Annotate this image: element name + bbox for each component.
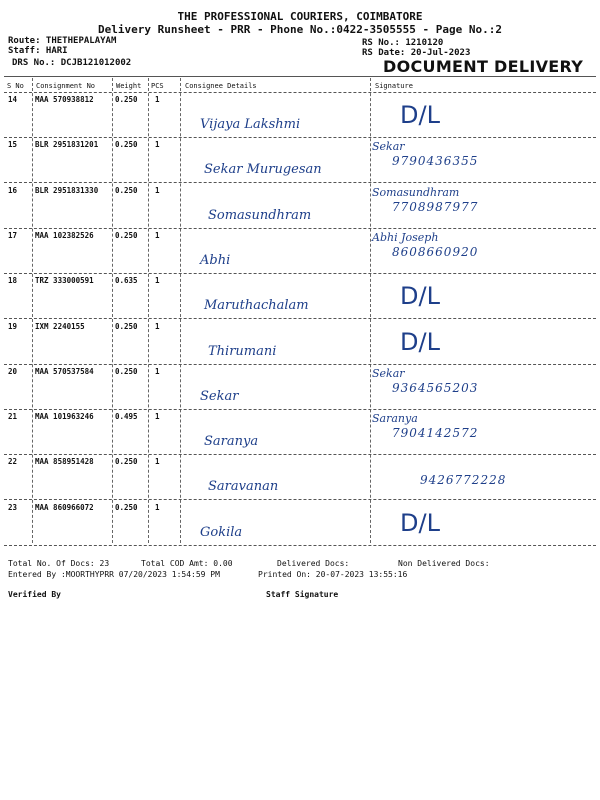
pcs-value: 1 <box>155 322 160 331</box>
row-divider <box>4 228 596 229</box>
signature-handwritten: D/L <box>400 509 440 537</box>
row-sno: 20 <box>8 367 18 376</box>
column-header-consignment: Consignment No <box>36 82 96 90</box>
row-divider <box>4 409 596 410</box>
pcs-value: 1 <box>155 276 160 285</box>
header-divider <box>4 76 596 77</box>
staff-signature-label: Staff Signature <box>266 590 339 599</box>
consignment-number: IXM 2240155 <box>35 322 85 331</box>
weight-value: 0.250 <box>115 231 138 240</box>
signature-handwritten: Abhi Joseph <box>372 231 439 244</box>
column-header-divider <box>4 92 596 93</box>
signature-handwritten: Somasundhram <box>372 186 460 199</box>
staff-label: Staff: HARI <box>8 46 68 56</box>
row-sno: 19 <box>8 322 18 331</box>
signature-handwritten: Saranya <box>372 412 418 425</box>
phone-handwritten: 7904142572 <box>392 426 479 440</box>
row-sno: 23 <box>8 503 18 512</box>
row-divider <box>4 273 596 274</box>
total-docs: Total No. Of Docs: 23 <box>8 559 110 568</box>
table-row <box>0 231 600 274</box>
phone-handwritten: 9790436355 <box>392 154 479 168</box>
row-divider <box>4 182 596 183</box>
pcs-value: 1 <box>155 412 160 421</box>
consignment-number: MAA 102382526 <box>35 231 94 240</box>
row-sno: 16 <box>8 186 18 195</box>
consignment-number: MAA 570537584 <box>35 367 94 376</box>
weight-value: 0.495 <box>115 412 138 421</box>
weight-value: 0.250 <box>115 95 138 104</box>
signature-handwritten: D/L <box>400 328 440 356</box>
pcs-value: 1 <box>155 231 160 240</box>
consignee-handwritten-name: Sekar Murugesan <box>204 162 322 177</box>
rs-number: RS No.: 1210120 <box>362 38 444 48</box>
weight-value: 0.250 <box>115 140 138 149</box>
weight-value: 0.250 <box>115 322 138 331</box>
weight-value: 0.250 <box>115 186 138 195</box>
pcs-value: 1 <box>155 186 160 195</box>
row-divider <box>4 137 596 138</box>
document-delivery-heading: DOCUMENT DELIVERY <box>383 57 584 76</box>
row-sno: 17 <box>8 231 18 240</box>
consignment-number: MAA 860966072 <box>35 503 94 512</box>
pcs-value: 1 <box>155 95 160 104</box>
consignment-number: BLR 2951831330 <box>35 186 99 195</box>
row-divider <box>4 545 596 546</box>
phone-handwritten: 8608660920 <box>392 245 479 259</box>
table-row <box>0 95 600 138</box>
weight-value: 0.635 <box>115 276 138 285</box>
drs-number: DRS No.: DCJB121012002 <box>12 58 132 68</box>
table-row <box>0 140 600 183</box>
pcs-value: 1 <box>155 367 160 376</box>
row-divider <box>4 454 596 455</box>
pcs-value: 1 <box>155 457 160 466</box>
weight-value: 0.250 <box>115 503 138 512</box>
row-divider <box>4 499 596 500</box>
rs-date: RS Date: 20-Jul-2023 <box>362 48 471 58</box>
total-cod: Total COD Amt: 0.00 <box>141 559 233 568</box>
column-header-sno: S No <box>7 82 24 90</box>
non-delivered-docs: Non Delivered Docs: <box>398 559 490 568</box>
printed-on: Printed On: 20-07-2023 13:55:16 <box>258 570 408 579</box>
consignee-handwritten-name: Thirumani <box>208 344 277 359</box>
runsheet-title: Delivery Runsheet - PRR - Phone No.:0422-3505555 - Page No.:2 <box>98 23 502 36</box>
row-divider <box>4 318 596 319</box>
route-label: Route: THETHEPALAYAM <box>8 36 117 46</box>
consignment-number: MAA 570938812 <box>35 95 94 104</box>
consignment-number: BLR 2951831201 <box>35 140 99 149</box>
consignee-handwritten-name: Vijaya Lakshmi <box>200 117 301 132</box>
consignee-handwritten-name: Gokila <box>200 525 243 540</box>
column-header-pcs: PCS <box>151 82 164 90</box>
row-sno: 15 <box>8 140 18 149</box>
weight-value: 0.250 <box>115 367 138 376</box>
row-sno: 22 <box>8 457 18 466</box>
table-row <box>0 457 600 500</box>
barcode <box>240 37 352 67</box>
delivered-docs: Delivered Docs: <box>277 559 350 568</box>
table-row <box>0 367 600 410</box>
consignment-number: MAA 858951428 <box>35 457 94 466</box>
consignee-handwritten-name: Somasundhram <box>208 208 312 223</box>
row-sno: 18 <box>8 276 18 285</box>
consignee-handwritten-name: Sekar <box>200 389 239 404</box>
row-divider <box>4 364 596 365</box>
table-row <box>0 276 600 319</box>
table-row <box>0 503 600 546</box>
consignee-handwritten-name: Abhi <box>200 253 231 268</box>
table-row <box>0 412 600 455</box>
entered-by: Entered By :MOORTHYPRR 07/20/2023 1:54:59 PM <box>8 570 220 579</box>
pcs-value: 1 <box>155 503 160 512</box>
column-header-signature: Signature <box>375 82 413 90</box>
phone-handwritten: 9364565203 <box>392 381 479 395</box>
signature-handwritten: D/L <box>400 101 440 129</box>
consignee-handwritten-name: Saravanan <box>208 479 279 494</box>
signature-handwritten: Sekar <box>372 140 405 153</box>
company-title: THE PROFESSIONAL COURIERS, COIMBATORE <box>177 10 423 23</box>
phone-handwritten: 9426772228 <box>420 473 507 487</box>
signature-handwritten: Sekar <box>372 367 405 380</box>
row-sno: 21 <box>8 412 18 421</box>
phone-handwritten: 7708987977 <box>392 200 479 214</box>
weight-value: 0.250 <box>115 457 138 466</box>
column-header-consignee: Consignee Details <box>185 82 257 90</box>
consignment-number: MAA 101963246 <box>35 412 94 421</box>
consignee-handwritten-name: Saranya <box>204 434 259 449</box>
table-row <box>0 322 600 365</box>
row-sno: 14 <box>8 95 18 104</box>
consignee-handwritten-name: Maruthachalam <box>204 298 309 313</box>
table-row <box>0 186 600 229</box>
verified-by-label: Verified By <box>8 590 61 599</box>
pcs-value: 1 <box>155 140 160 149</box>
signature-handwritten: D/L <box>400 282 440 310</box>
consignment-number: TRZ 333000591 <box>35 276 94 285</box>
column-header-weight: Weight <box>116 82 142 90</box>
